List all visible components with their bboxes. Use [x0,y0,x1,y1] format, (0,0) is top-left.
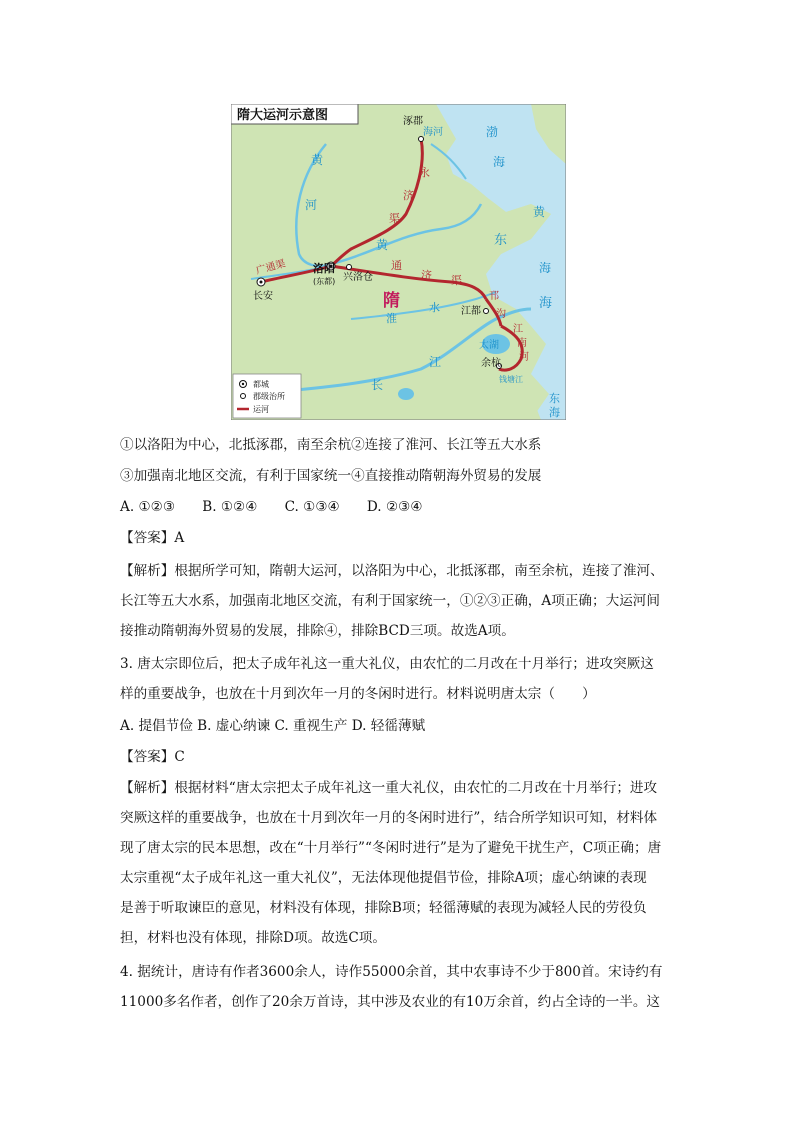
label-zhuojun: 涿郡 [403,116,423,127]
label-guangtong: 广通渠 [254,258,287,277]
answer-choices-q3: A. 提倡节俭 B. 虚心纳谏 C. 重视生产 D. 轻徭薄赋 [120,718,426,734]
label-hangou-2: 沟 [496,309,506,320]
legend-capital-label: 都城 [253,380,269,389]
answer-q3: 【答案】C [120,749,185,765]
legend-canal-label: 运河 [253,405,269,414]
question-3-line-1: 3. 唐太宗即位后，把太子成年礼这一重大礼仪，由农忙的二月改在十月举行；进攻突厥这 [120,656,654,672]
answer-choices-q2: A. ①②③ B. ①②④ C. ①③④ D. ②③④ [120,499,423,515]
explanation-q2-line-3: 接推动隋朝海外贸易的发展，排除④，排除BCD三项。故选A项。 [120,623,515,639]
label-jiangnan-3: 河 [519,352,529,363]
label-donghai-2: 海 [539,296,553,311]
label-huaishui-1: 淮 [386,312,397,325]
label-huanghe-1: 黄 [311,153,324,167]
changan-marker-dot [260,281,263,284]
map-title: 隋大运河示意图 [237,108,329,123]
label-yongji-2: 济 [403,189,414,202]
label-xingluocang: 兴洛仓 [343,272,373,283]
explanation-q2-line-2: 长江等五大水系，加强南北地区交流，有利于国家统一，①②③正确，A项正确；大运河间 [120,593,660,609]
label-tongji-1: 通 [391,259,402,272]
label-dongdu: (东都) [313,277,336,286]
question-4-line-2: 11000多名作者，创作了20余万首诗，其中涉及农业的有10万余首，约占全诗的一半。这 [120,994,661,1010]
xingluocang-marker [347,265,352,270]
label-donghai-1: 东 [494,233,508,248]
label-hangou-1: 邗 [489,291,499,302]
label-haihe: 海河 [423,127,443,138]
label-east-sea-2: 海 [549,406,560,419]
explanation-q2 [120,556,680,646]
label-yongji-1: 永 [419,166,430,179]
label-sui: 隋 [383,291,400,311]
label-huanghai-1: 黄 [533,205,546,219]
explanation-q3-line-5: 是善于听取谏臣的意见，材料没有体现，排除B项；轻徭薄赋的表现为减轻人民的劳役负 [120,900,647,916]
explanation-q3 [120,773,680,953]
label-huanghai-2: 海 [539,261,552,275]
option-line-1: ①以洛阳为中心，北抵涿郡，南至余杭②连接了淮河、长江等五大水系 [120,437,542,453]
label-jiangnan-2: 南 [517,338,527,349]
legend-prefecture-label: 郡级治所 [253,392,285,401]
label-changan: 长安 [253,291,273,302]
question-4 [120,957,680,1017]
option-line-2: ③加强南北地区交流，有利于国家统一④直接推动隋朝海外贸易的发展 [120,468,542,484]
label-tongji-2: 济 [421,269,432,282]
legend-prefecture-icon [241,394,246,399]
legend-capital-icon-dot [242,383,244,385]
explanation-q3-line-3: 现了唐太宗的民本思想，改在“十月举行”“冬闲时进行”是为了避免干扰生产，C项正确；唐 [120,840,662,856]
label-huanghe-2: 河 [305,198,318,212]
label-jiangdu: 江都 [461,306,481,317]
explanation-q2-line-1: 【解析】根据所学可知，隋朝大运河，以洛阳为中心，北抵涿郡，南至余杭，连接了淮河、 [120,563,664,579]
label-tongji-3: 渠 [451,274,462,287]
answer-q2: 【答案】A [120,530,185,546]
label-qiantangjiang: 钱塘江 [499,375,523,384]
label-huang-mid: 黄 [376,238,389,252]
question-3-line-2: 样的重要战争，也放在十月到次年一月的冬闲时进行。材料说明唐太宗（ ） [120,686,596,702]
question-4-line-1: 4. 据统计，唐诗有作者3600余人，诗作55000余首，其中农事诗不少于800首。宋诗约有 [120,964,663,980]
jiangdu-marker [484,309,489,314]
label-yongji-3: 渠 [389,212,400,225]
label-east-sea-1: 东 [549,392,560,405]
label-bohai-2: 海 [493,155,506,169]
label-huaishui-2: 水 [429,301,440,314]
explanation-q3-line-1: 【解析】根据材料“唐太宗把太子成年礼这一重大礼仪，由农忙的二月改在十月举行；进攻 [120,780,658,796]
question-3 [120,649,680,709]
label-taihu: 太湖 [479,340,499,351]
explanation-q3-line-6: 担，材料也没有体现，排除D项。故选C项。 [120,930,386,946]
label-changjiang-1: 长 [371,378,384,392]
explanation-q3-line-2: 突厥这样的重要战争，也放在十月到次年一月的冬闲时进行”，结合所学知识可知，材料体 [120,810,658,826]
label-bohai-1: 渤 [486,125,499,139]
label-jiangnan-1: 江 [513,324,523,335]
lake [398,388,414,400]
label-yuhang: 余杭 [481,358,501,369]
label-changjiang-2: 江 [429,355,442,369]
map-svg [231,104,566,420]
label-luoyang: 洛阳 [313,262,335,275]
explanation-q3-line-4: 太宗重视“太子成年礼这一重大礼仪”，无法体现他提倡节俭，排除A项；虚心纳谏的表现 [120,870,647,886]
grand-canal-map [231,104,566,420]
